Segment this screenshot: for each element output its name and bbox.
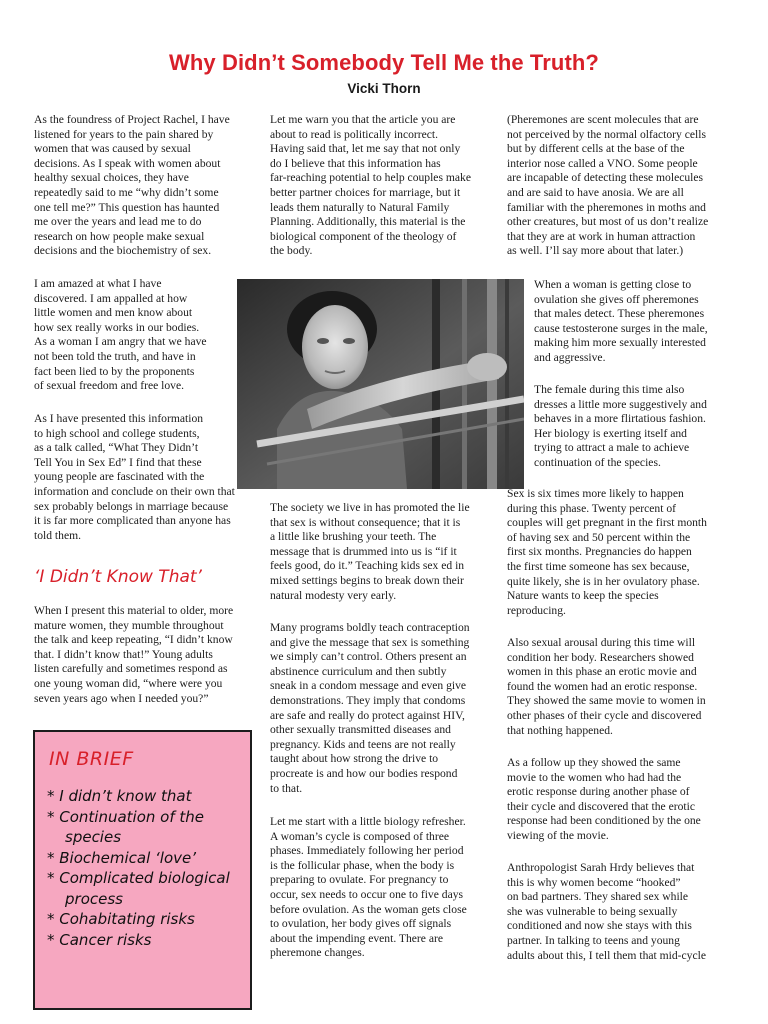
text-line: dresses a little more suggestively and	[534, 397, 707, 411]
text-line: When I present this material to older, more	[34, 604, 234, 617]
text-line: response had been conditioned by the one	[507, 814, 701, 828]
text-line: on bad partners. They shared sex while	[507, 890, 689, 904]
text-line: partner. In talking to teens and young	[507, 933, 680, 947]
in-brief-list	[47, 786, 230, 950]
text-line: but by different cells at the base of the	[507, 142, 685, 156]
text-line: mixed settings begins to break down their	[270, 573, 464, 587]
text-line: women that was caused by sexual	[34, 142, 191, 156]
article-photo	[237, 279, 524, 489]
text-line: couples will get pregnant in the first month	[507, 516, 707, 530]
in-brief-item-text: * Biochemical ‘love’	[47, 848, 197, 867]
section-subhead: ‘I Didn’t Know That’	[34, 567, 202, 587]
text-line: to that.	[270, 781, 303, 795]
text-line: information and conclude on their own that	[34, 484, 235, 498]
text-line: procreate is and how our bodies respond	[270, 766, 458, 780]
text-line: Planning. Additionally, this material is the	[270, 215, 466, 229]
text-line: young people are fascinated with the	[34, 470, 205, 484]
col3-paragraph-6	[507, 756, 701, 844]
text-line: is the follicular phase, when the body is	[270, 858, 455, 872]
text-line: quite likely, she is in her ovulatory phase.	[507, 574, 700, 588]
text-line: that. I didn’t know that!” Young adults	[34, 647, 213, 661]
text-line: repeatedly said to me “why didn’t some	[34, 185, 219, 199]
text-line: pheremone changes.	[270, 946, 365, 960]
text-line: during this phase. Twenty percent of	[507, 501, 676, 515]
text-line: of sexual freedom and free love.	[34, 379, 185, 393]
text-line: Let me start with a little biology refresher.	[270, 815, 466, 828]
text-line: biological component of the theology of	[270, 229, 457, 243]
text-line: Also sexual arousal during this time will	[507, 636, 696, 649]
photo-young-woman-leaning-on-railing-icon	[237, 279, 524, 489]
text-line: preparing to ovulate. For pregnancy to	[270, 873, 449, 887]
text-line: As the foundress of Project Rachel, I have	[34, 113, 230, 126]
col2-paragraph-4	[270, 815, 467, 961]
text-line: better partner choices for marriage, but it	[270, 185, 461, 199]
text-line: do I believe that this information has	[270, 156, 441, 170]
text-line: little women and men know about	[34, 306, 193, 320]
text-line: that sex is without consequence; that it is	[270, 515, 461, 529]
text-line: before ovulation. As the woman gets close	[270, 902, 467, 916]
text-line: pregnancy. Kids and teens are not really	[270, 737, 456, 751]
text-line: as well. I’ll say more about that later.)	[507, 244, 684, 258]
text-line: as a talk called, “What They Didn’t	[34, 441, 199, 455]
in-brief-item	[47, 909, 230, 930]
in-brief-item-text: * Continuation of the	[47, 807, 205, 826]
text-line: one tell me?” This question has haunted	[34, 200, 220, 214]
text-line: leads them naturally to Natural Family	[270, 200, 450, 214]
text-line: women in this phase an erotic movie and	[507, 665, 697, 679]
text-line: Sex is six times more likely to happen	[507, 487, 684, 500]
col3-paragraph-7	[507, 861, 706, 963]
text-line: and give the message that sex is something	[270, 635, 470, 649]
text-line: other phases of their cycle and discovered	[507, 708, 702, 722]
text-line: taught about how strong the drive to	[270, 752, 439, 766]
text-line: movie to the women who had had the	[507, 770, 682, 784]
text-line: As a woman I am angry that we have	[34, 335, 207, 349]
text-line: their cycle and discovered that the erotic	[507, 799, 695, 813]
text-line: a little like brushing your teeth. The	[270, 530, 437, 544]
text-line: discovered. I am appalled at how	[34, 291, 188, 305]
text-line: this is why women become “hooked”	[507, 875, 681, 889]
text-line: occur, sex needs to occur one to five days	[270, 887, 464, 901]
text-line: demonstrations. They imply that condoms	[270, 693, 466, 707]
text-line: the talk and keep repeating, “I didn’t know	[34, 633, 233, 647]
text-line: listened for years to the pain shared by	[34, 127, 214, 141]
in-brief-item	[47, 848, 230, 869]
text-line: decisions and the biochemistry of sex.	[34, 244, 212, 258]
in-brief-item	[47, 868, 230, 909]
text-line: about to read is politically incorrect.	[270, 127, 439, 141]
text-line: A woman’s cycle is composed of three	[270, 829, 450, 843]
text-line: condition her body. Researchers showed	[507, 650, 694, 664]
text-line: of having sex and 50 percent within the	[507, 530, 691, 544]
text-line: The female during this time also	[534, 383, 685, 396]
text-line: are safe and really do protect against HIV,	[270, 708, 465, 722]
text-line: to ovulation, her body gives off signals	[270, 917, 452, 931]
text-line: me over the years and lead me to do	[34, 215, 202, 229]
text-line: continuation of the species.	[534, 455, 661, 469]
article-author: Vicki Thorn	[347, 81, 421, 96]
text-line: Nature wants to keep the species	[507, 589, 659, 603]
in-brief-box	[33, 730, 252, 1010]
text-line: reproducing.	[507, 603, 566, 617]
col3-paragraph-2	[534, 278, 708, 366]
text-line: Her biology is exerting itself and	[534, 426, 687, 440]
col3-paragraph-5	[507, 636, 706, 738]
col3-paragraph-4	[507, 487, 707, 618]
text-line: far-reaching potential to help couples make	[270, 171, 471, 185]
in-brief-item	[47, 807, 230, 848]
col1-paragraph-2	[34, 277, 207, 394]
text-line: trying to attract a male to achieve	[534, 441, 690, 455]
text-line: natural modesty very early.	[270, 588, 397, 602]
text-line: found the women had an erotic response.	[507, 679, 698, 693]
text-line: interior nose called a VNO. Some people	[507, 156, 698, 170]
text-line: As a follow up they showed the same	[507, 756, 681, 769]
text-line: Let me warn you that the article you are	[270, 113, 456, 126]
text-line: adults about this, I tell them that mid-cycle	[507, 948, 706, 962]
col3-paragraph-1	[507, 113, 708, 259]
text-line: we simply can’t control. Others present an	[270, 650, 467, 664]
text-line: As I have presented this information	[34, 412, 204, 425]
in-brief-item-text: process	[65, 889, 123, 908]
text-line: one young woman did, “where were you	[34, 676, 223, 690]
in-brief-title: IN BRIEF	[49, 748, 134, 770]
text-line: mature women, they mumble throughout	[34, 618, 224, 632]
text-line: she was vulnerable to being sexually	[507, 904, 678, 918]
text-line: (Pheremones are scent molecules that are	[507, 113, 699, 126]
text-line: behaves in a more flirtatious fashion.	[534, 412, 706, 426]
text-line: They showed the same movie to women in	[507, 694, 706, 708]
text-line: The society we live in has promoted the lie	[270, 501, 470, 514]
in-brief-item	[47, 786, 230, 807]
text-line: and aggressive.	[534, 350, 606, 364]
text-line: other sexually transmitted diseases and	[270, 723, 451, 737]
text-line: not been told the truth, and have in	[34, 349, 196, 363]
text-line: how sex really works in our bodies.	[34, 320, 200, 334]
in-brief-item	[47, 930, 230, 951]
text-line: fact been lied to by the proponents	[34, 364, 195, 378]
col2-paragraph-2	[270, 501, 470, 603]
text-line: abstinence curriculum and then subtly	[270, 664, 447, 678]
text-line: first six months. Pregnancies do happen	[507, 545, 692, 559]
text-line: cause testosterone surges in the male,	[534, 321, 708, 335]
text-line: erotic response during another phase of	[507, 785, 690, 799]
col1-paragraph-4	[34, 604, 233, 706]
text-line: listen carefully and sometimes respond as	[34, 662, 228, 676]
text-line: that they are at work in human attraction	[507, 229, 696, 243]
in-brief-item-text: * Complicated biological	[47, 869, 230, 887]
text-line: Many programs boldly teach contraception	[270, 621, 470, 634]
text-line: research on how people make sexual	[34, 229, 205, 243]
article-title: Why Didn’t Somebody Tell Me the Truth?	[169, 50, 599, 75]
text-line: sneak in a condom message and even give	[270, 679, 467, 693]
col1-paragraph-1	[34, 113, 230, 259]
text-line: other creatures, but most of us don’t realize	[507, 215, 709, 229]
text-line: Tell You in Sex Ed” I find that these	[34, 455, 202, 469]
text-line: phases. Immediately following her period	[270, 844, 464, 858]
text-line: Having said that, let me say that not only	[270, 142, 461, 156]
text-line: are incapable of detecting these molecules	[507, 171, 704, 185]
text-line: sex probably belongs in marriage because	[34, 499, 229, 513]
in-brief-item-text: * Cohabitating risks	[47, 910, 195, 928]
col3-paragraph-3	[534, 383, 707, 471]
text-line: healthy sexual choices, they have	[34, 171, 189, 185]
text-line: message that is drummed into us is “if it	[270, 544, 457, 558]
text-line: the first time someone has sex because,	[507, 559, 690, 573]
text-line: making him more sexually interested	[534, 336, 706, 350]
text-line: familiar with the pheremones in moths and	[507, 200, 706, 214]
text-line: and are said to have anosia. We are all	[507, 185, 684, 199]
text-line: told them.	[34, 528, 82, 542]
text-line: Anthropologist Sarah Hrdy believes that	[507, 861, 695, 874]
text-line: the body.	[270, 244, 313, 258]
text-line: it is far more complicated than anyone has	[34, 514, 231, 528]
col2-paragraph-3	[270, 621, 470, 796]
text-line: feels good, do it.” Teaching kids sex ed in	[270, 559, 465, 573]
text-line: When a woman is getting close to	[534, 278, 692, 291]
col1-paragraph-3	[34, 412, 235, 543]
text-line: conditioned and now she stays with this	[507, 919, 692, 933]
text-line: viewing of the movie.	[507, 828, 609, 842]
in-brief-item-text: species	[65, 828, 122, 846]
text-line: I am amazed at what I have	[34, 277, 162, 290]
text-line: seven years ago when I needed you?”	[34, 691, 209, 705]
col2-paragraph-1	[270, 113, 471, 259]
text-line: that males detect. These pheremones	[534, 307, 705, 321]
text-line: to high school and college students,	[34, 426, 200, 440]
text-line: about the impending event. There are	[270, 931, 443, 945]
text-line: decisions. As I speak with women about	[34, 156, 221, 170]
text-line: not perceived by the normal olfactory cells	[507, 127, 706, 141]
in-brief-item-text: * Cancer risks	[47, 930, 152, 949]
text-line: that nothing happened.	[507, 723, 613, 737]
in-brief-item-text: * I didn’t know that	[47, 787, 192, 805]
text-line: ovulation she gives off pheremones	[534, 292, 699, 306]
